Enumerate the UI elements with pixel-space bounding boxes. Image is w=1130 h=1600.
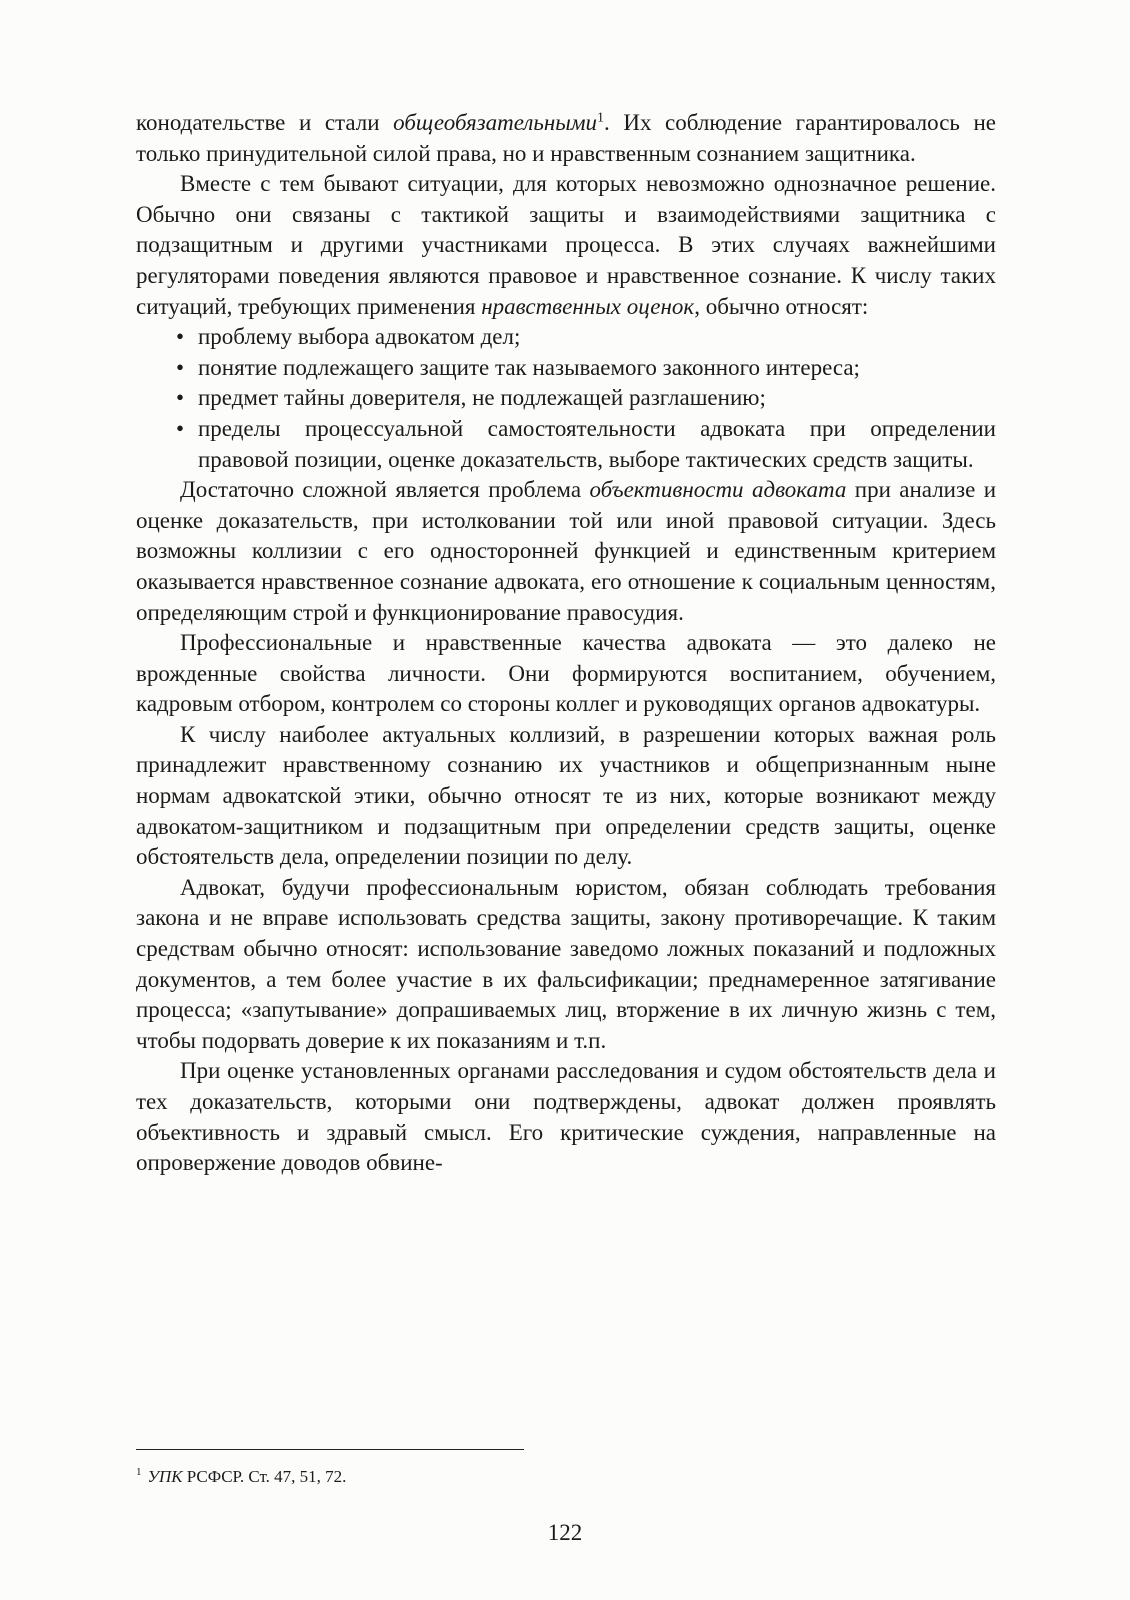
- text-run: Профессиональные и нравственные качества адвоката — это далеко не врожденные свойства личности. Они формируются воспитанием, обучением, кадровым отбором, контролем со стороны коллег и руководящих органов адвокатуры.: [136, 630, 996, 717]
- bullet-dot-icon: •: [176, 385, 185, 411]
- footnote-marker: 1: [136, 1466, 142, 1479]
- bullet-text: понятие подлежащего защите так называемого законного интереса;: [198, 354, 860, 380]
- emphasis: нравственных оценок: [481, 293, 695, 319]
- paragraph: [136, 475, 996, 628]
- text-run: Вместе с тем бывают ситуации, для которых невозможно однозначное решение. Обычно они связаны с тактикой защиты и взаимодействиями защитника с подзащитным и другими участниками процесса. В этих случаях важнейшими регуляторами поведения являются правовое и нравственное сознание. К числу таких ситуаций, требующих применения: [136, 171, 996, 319]
- bullet-text: проблему выбора адвокатом дел;: [198, 324, 521, 350]
- text-run: При оценке установленных органами расследования и судом обстоятельств дела и тех доказательств, которыми они подтверждены, адвокат должен проявлять объективность и здравый смысл. Его критические суждения, направленные на опровержение доводов обвине-: [136, 1058, 996, 1176]
- text-run: . Их соблюдение гарантировалось не только принудительной силой права, но и нравственным сознанием защитника.: [136, 110, 996, 166]
- emphasis: объективности адвоката: [589, 477, 847, 503]
- text-run: , обычно относят:: [694, 293, 869, 319]
- bullet-dot-icon: •: [176, 354, 185, 380]
- text-run: Адвокат, будучи профессиональным юристом, обязан соблюдать требования закона и не вправе использовать средства защиты, закону противоречащие. К таким средствам обычно относят: использование заведомо ложных показаний и подложных документов, а тем более участие в их фальсификации; преднамеренное затягивание процесса; «запутывание» допрашиваемых лиц, вторжение в их личную жизнь с тем, чтобы подорвать доверие к их показаниям и т.п.: [136, 874, 996, 1053]
- text-run: при анализе и оценке доказательств, при истолковании той или иной правовой ситуации. Здесь возможны коллизии с его односторонней функцией и единственным критерием оказывается нравственное сознание адвоката, его отношение к социальным ценностям, определяющим строй и функционирование правосудия.: [136, 477, 996, 625]
- footnote-separator: [136, 1449, 524, 1450]
- paragraph: [136, 720, 996, 873]
- paragraph: [136, 628, 996, 720]
- bullet-item: [176, 383, 996, 414]
- text-run: Достаточно сложной является проблема: [180, 477, 590, 503]
- text-run: конодательстве и стали: [136, 110, 394, 135]
- paragraph: [136, 1056, 996, 1178]
- emphasis: общеобязательными: [393, 110, 598, 135]
- main-text: [136, 108, 996, 1179]
- footnote-text: РСФСР. Ст. 47, 51, 72.: [182, 1467, 347, 1486]
- bullet-list: [136, 322, 996, 475]
- paragraph: [136, 108, 996, 169]
- footnote-reference: 1: [597, 110, 605, 126]
- bullet-text: предмет тайны доверителя, не подлежащей разглашению;: [198, 385, 766, 411]
- footnote: [136, 1466, 346, 1488]
- bullet-dot-icon: •: [176, 415, 185, 441]
- bullet-text: пределы процессуальной самостоятельности адвоката при определении правовой позиции, оценке доказательств, выборе тактических средств защиты.: [198, 415, 996, 472]
- paragraph: [136, 873, 996, 1057]
- page-number: 122: [547, 1520, 583, 1545]
- bullet-item: [176, 353, 996, 384]
- bullet-item: [176, 414, 996, 475]
- text-run: К числу наиболее актуальных коллизий, в разрешении которых важная роль принадлежит нравственному сознанию их участников и общепризнанным ныне нормам адвокатской этики, обычно относят те из них, которые возникают между адвокатом-защитником и подзащитным при определении средств защиты, оценке обстоятельств дела, определении позиции по делу.: [136, 721, 996, 870]
- bullet-dot-icon: •: [176, 324, 185, 350]
- paragraph: [136, 169, 996, 322]
- footnote-abbreviation: УПК: [147, 1467, 183, 1486]
- bullet-item: [176, 322, 996, 353]
